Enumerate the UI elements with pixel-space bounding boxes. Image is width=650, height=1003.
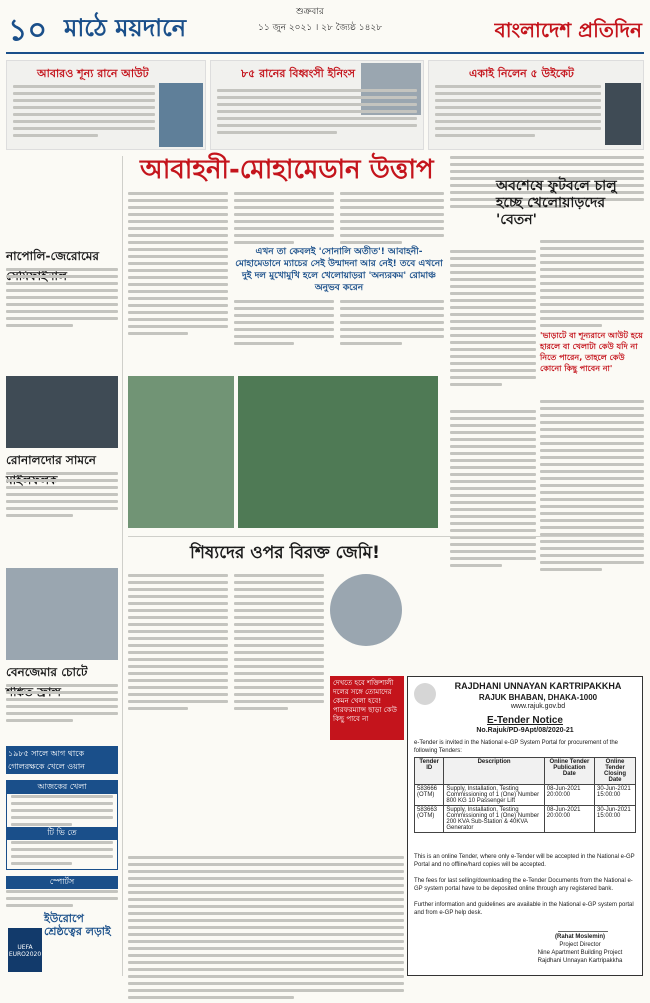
player-photo-top-right: [605, 83, 641, 145]
tender-id: 583666 (OTM): [415, 785, 444, 806]
tv-label: টি ভি তে: [7, 827, 117, 840]
tender-website[interactable]: www.rajuk.gov.bd: [510, 703, 566, 710]
player-photo-top-left: [159, 83, 203, 147]
lead-body-col2b: [234, 300, 334, 349]
tender-signature: [558, 921, 608, 932]
tender-row: [415, 806, 636, 833]
top-middle-headline: ৮৫ রানের বিধ্বংসী ইনিংস: [241, 67, 356, 80]
euro-logo: UEFA EURO2020: [8, 928, 42, 972]
header-rule: [6, 52, 644, 54]
tender-table: [414, 757, 636, 833]
lead-photo-batting: [238, 376, 438, 528]
lead-headline: আবাহনী-মোহামেডান উত্তাপ: [140, 155, 434, 185]
salary-body-col1b: [450, 410, 536, 571]
lower-body-col1: [128, 574, 228, 714]
tender-sign-title2: Nine Apartment Building Project: [537, 950, 623, 956]
salary-body-col2b: [540, 400, 644, 575]
lead-body-col2: [234, 192, 334, 248]
top-middle-body: [217, 89, 417, 138]
tender-note1: This is an online Tender, where only e-Tender will be accepted in the National e-GP Portal and no offline/hard copies will be accepted.: [414, 854, 635, 868]
page-number: ১০: [8, 13, 47, 48]
tender-desc: Supply, Installation, Testing Commissioning of 1 (One) Number 800 KG 10 Passenger Lift: [444, 785, 544, 806]
tender-ref: No.Rajuk/PD-9Apt/08/2020-21: [476, 727, 574, 734]
tender-table-wrap: [408, 757, 636, 833]
rajuk-logo: [414, 683, 436, 705]
jamie-quote: দেখতে হবে শক্তিশালী দলের সঙ্গে তোমাদের কেমন খেলা হবে! পারফরম্যান্স ছাড়া কেউ কিছু পাবে না: [330, 676, 404, 740]
lead-body-col3b: [340, 300, 444, 349]
top-right-body: [435, 85, 601, 141]
tv-box: [6, 780, 118, 870]
salary-body-col1: [450, 250, 536, 390]
jamie-photo: [330, 574, 402, 646]
tv-box-body: [11, 795, 113, 830]
top-right-headline: একাই নিলেন ৫ উইকেট: [469, 67, 574, 80]
masthead: বাংলাদেশ প্রতিদিন: [494, 18, 642, 42]
lower-headline: শিষ্যদের ওপর বিরক্ত জেমি!: [190, 543, 380, 563]
tender-pub: 08-Jun-2021 20:00:00: [544, 785, 594, 806]
top-strip-middle: [210, 60, 424, 150]
lower-body-col2: [234, 574, 324, 714]
euro-body: [128, 856, 404, 1003]
tender-pub: 08-Jun-2021 20:00:00: [544, 806, 594, 833]
benzema-photo: [6, 568, 118, 660]
salary-headline: অবশেষে ফুটবলে চালু হচ্ছে খেলোয়াড়দের 'বেতন': [496, 178, 617, 228]
tv-listing: [11, 841, 113, 869]
top-strip-left: [6, 60, 206, 150]
euro-headline: ইউরোপে শ্রেষ্ঠত্বের লড়াই: [44, 912, 111, 938]
tender-col-pub: Online Tender Publication Date: [544, 758, 594, 785]
tender-title: E-Tender Notice: [487, 715, 563, 726]
tender-org2: RAJUK BHABAN, DHAKA-1000: [478, 693, 598, 702]
tender-row: [415, 785, 636, 806]
story1-body: [6, 268, 118, 331]
lead-photo-left: [128, 376, 234, 528]
salary-body-col2: [540, 240, 644, 331]
story2-headline: রোনালদোর সামনে: [6, 453, 96, 467]
tender-id: 583663 (OTM): [415, 806, 444, 833]
lead-body-col3: [340, 192, 444, 248]
ronaldo-photo: [6, 376, 118, 448]
tender-col-close: Online Tender Closing Date: [595, 758, 636, 785]
tender-intro: e-Tender is invited in the National e-GP System Portal for procurement of the following Tenders:: [414, 740, 618, 754]
story1-headline: নাপোলি-জেরোমের: [6, 249, 100, 263]
top-left-body: [13, 85, 155, 141]
tender-desc: Supply, Installation, Testing Commissioning of 1 (One) Number 200 KVA Sub-Station & 40KVA Generator: [444, 806, 544, 833]
story2-body: [6, 472, 118, 521]
section-title: মাঠে ময়দানে: [64, 14, 187, 42]
tender-col-id: Tender ID: [415, 758, 444, 785]
tender-notice: [407, 676, 643, 976]
tender-col-desc: Description: [444, 758, 544, 785]
sports-label: স্পোর্টস: [6, 876, 118, 889]
lead-pull-quote: এখন তা কেবলই 'সোনালি অতীত'! আবাহনী-মোহামেডানে ম্যাচের সেই উন্মাদনা আর নেই! তবে এখনো দুই দল মুখোমুখি হলে খেলোয়াড়রা 'অন্যরকম' রোমাঞ্চ অনুভব করেন: [235, 247, 443, 293]
tv-box-title: আজকের খেলা: [7, 781, 117, 794]
story3-headline: বেনজেমার চোটে: [6, 665, 88, 679]
page-header: [0, 0, 650, 52]
euro-box: [6, 908, 118, 978]
tender-note2: The fees for last selling/downloading the e-Tender Documents from the National e-GP system portal have to be deposited online through any registered bank.: [414, 878, 633, 892]
salary-quote: 'ভাড়াটে বা শূন্যরানে আউট হয়ে হারলে বা খেলাটা কেউ যদি না নিতে পারেন, তাহলে কেউ কোনো কিছু পাবেন না': [540, 331, 643, 373]
column-divider: [122, 156, 123, 976]
page-day: শুক্রবার: [296, 7, 324, 17]
tender-note3: Further information and guidelines are available in the National e-GP system portal and from e-GP help desk.: [414, 902, 634, 916]
page-date: ১১ জুন ২০২১ । ২৮ জ্যৈষ্ঠ ১৪২৮: [258, 23, 383, 33]
lead-body-col1: [128, 192, 228, 339]
top-left-headline: আবারও শূন্য রানে আউট: [37, 67, 149, 80]
tender-sign-title1: Project Director: [559, 942, 601, 948]
top-strip-right: [428, 60, 644, 150]
tender-org: RAJDHANI UNNAYAN KARTRIPAKKHA: [454, 681, 622, 691]
tender-sign-title3: Rajdhani Unnayan Kartripakkha: [537, 958, 623, 964]
tender-close: 30-Jun-2021 15:00:00: [595, 785, 636, 806]
story3-body: [6, 684, 118, 726]
tender-close: 30-Jun-2021 15:00:00: [595, 806, 636, 833]
left-column: [6, 156, 118, 676]
section-divider: [128, 536, 644, 537]
box-1985: ১৯৮৫ সালে আগ থাকে গোলরক্ষকে খেলে ওয়ান: [6, 746, 118, 774]
tender-sign-name: (Rahat Moslemin): [554, 934, 605, 940]
